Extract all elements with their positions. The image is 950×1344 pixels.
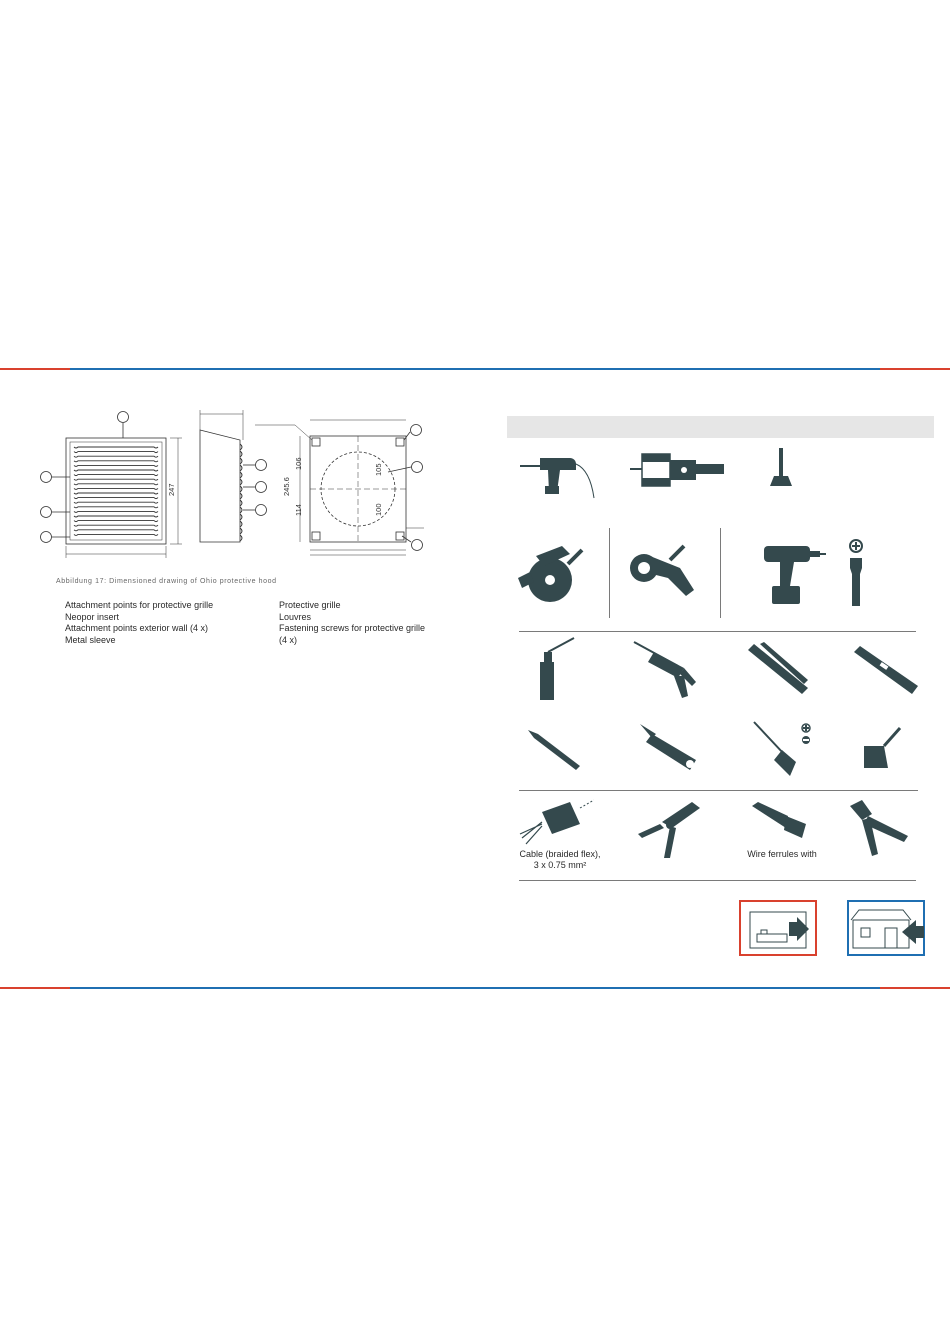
- cordless-drill-icon: [762, 544, 826, 606]
- cable-label-line2: 3 x 0.75 mm²: [533, 860, 587, 870]
- legend-item: Protective grille: [279, 600, 341, 610]
- pencil-icon: [526, 728, 582, 772]
- trowel-icon: [860, 726, 902, 772]
- divider: [519, 790, 918, 791]
- caulking-gun-icon: [632, 640, 702, 700]
- legend-item: Fastening screws for protective grille: [279, 623, 426, 633]
- dim-rear-height: 245.6: [282, 477, 291, 496]
- ferrules-label: Wire ferrules with: [747, 849, 817, 859]
- tools-header-bar: [507, 416, 934, 438]
- legend-item: Metal sleeve: [65, 634, 116, 645]
- core-drill-icon: [628, 446, 728, 496]
- dim-lower-offset: 114: [294, 504, 303, 516]
- screwdriver-bit-icon: [844, 538, 868, 610]
- screwdriver-icon: [752, 720, 812, 778]
- cable-label: [512, 849, 608, 871]
- top-rule: [0, 368, 950, 370]
- wire-ferrule-icon: [750, 800, 808, 840]
- angle-grinder-icon: [626, 542, 700, 602]
- pliers-icon: [636, 798, 702, 860]
- divider: [519, 880, 916, 881]
- legend-item: Attachment points for protective grille: [65, 600, 214, 610]
- dim-front-height: 247: [167, 483, 176, 496]
- divider: [720, 528, 721, 618]
- legend-item: Louvres: [279, 611, 312, 622]
- legend-item: (4 x): [279, 634, 297, 645]
- legend-left: [65, 600, 213, 646]
- legend-right: [279, 600, 425, 646]
- cable-label-line1: Cable (braided flex),: [519, 849, 601, 859]
- dim-upper-radius: 105: [374, 463, 383, 476]
- drill-bit-icon: [766, 446, 796, 488]
- utility-knife-icon: [638, 722, 700, 772]
- dimension-drawing: [30, 400, 450, 560]
- exterior-house-icon: [847, 900, 925, 961]
- hammer-drill-icon: [518, 448, 596, 500]
- folding-rule-icon: [746, 642, 810, 698]
- interior-house-icon: [739, 900, 817, 961]
- spirit-level-icon: [852, 644, 920, 696]
- dim-lower-radius: 100: [374, 503, 383, 516]
- divider: [519, 631, 916, 632]
- cable-icon: [518, 798, 594, 846]
- divider: [609, 528, 610, 618]
- foam-gun-icon: [536, 636, 576, 702]
- legend-item: Neopor insert: [65, 611, 120, 622]
- wall-chaser-icon: [516, 542, 588, 606]
- crimping-tool-icon: [848, 798, 910, 860]
- bottom-rule: [0, 987, 950, 989]
- legend-item: Attachment points exterior wall (4 x): [65, 623, 209, 633]
- figure-caption: Abbildung 17: Dimensioned drawing of Ohio protective hood: [56, 578, 277, 585]
- dim-upper-offset: 106: [294, 457, 303, 470]
